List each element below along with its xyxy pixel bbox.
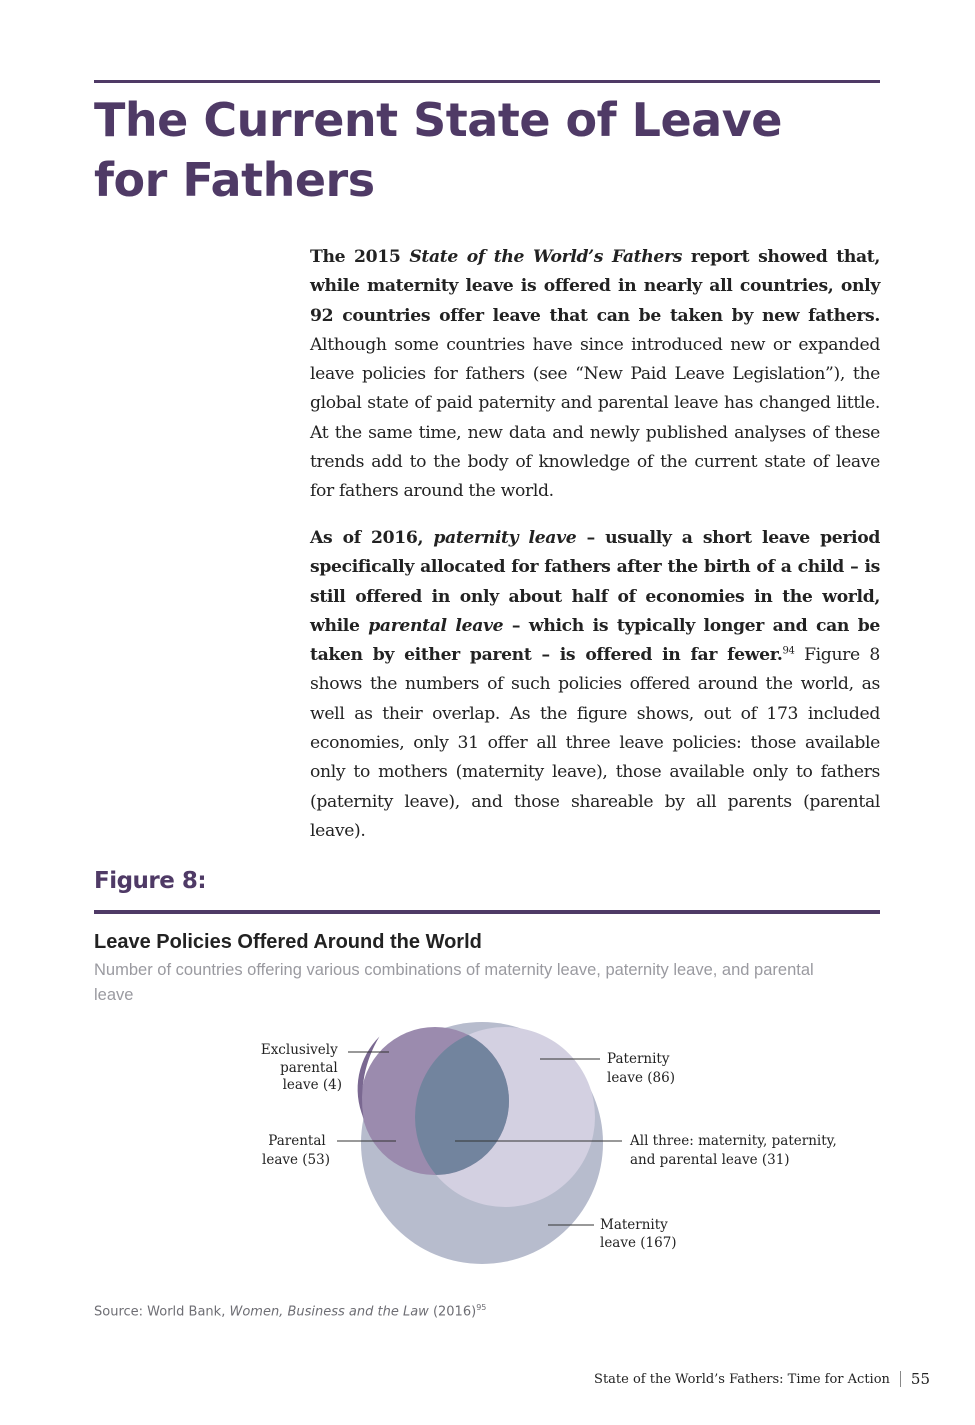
label-exclusively-parental: Exclusively parental leave (4) (260, 1042, 342, 1093)
page-footer (594, 1370, 930, 1388)
figure-rule (94, 910, 880, 914)
publication-title: State of the World’s Fathers: Time for Action (594, 1371, 890, 1387)
page-number: 55 (910, 1370, 930, 1388)
footer-divider (900, 1371, 901, 1387)
report-title: State of the World’s Fathers (409, 247, 683, 267)
label-maternity: Maternity leave (167) (600, 1217, 677, 1251)
figure-title: Leave Policies Offered Around the World (94, 931, 482, 953)
leave-paragraph: As of 2016, paternity leave – usually a short leave period specifically allocated for fathers after the birth of a child – is still offered in only about half of economies in the world, while parental leave – which is typically longer and can be taken by either parent – is offered in far fewer.$^{94}$ Figure 8 shows the numbers of such policies offered around the world, as well as their overlap. As the figure shows, out of 173 included economies, only 31 offer all three leave policies: those available only to mothers (maternity leave), those available only to fathers (paternity leave), and those shareable by all parents (parental leave). (310, 528, 881, 841)
label-paternity: Paternity leave (86) (607, 1051, 675, 1086)
footnote-ref: 94 (782, 645, 795, 657)
figure-subtitle: Number of countries offering various combinations of maternity leave, paternity leave, and parental leave (94, 961, 814, 1004)
label-all-three: All three: maternity, paternity, and parental leave (31) (630, 1133, 837, 1168)
venn-diagram (0, 1000, 975, 1280)
label-parental: Parental leave (53) (262, 1133, 330, 1168)
figure-label: Figure 8: (94, 868, 207, 894)
page-title: The Current State of Leave for Fathers (94, 93, 782, 207)
intro-paragraph: The 2015 State of the World’s Fathers report showed that, while maternity leave is offered in nearly all countries, only 92 countries offer leave that can be taken by new fathers. Although some countries have since introduced new or expanded leave policies for fathers (see “New Paid Leave Legislation”), the global state of paid paternity and parental leave has changed little. At the same time, new data and newly published analyses of these trends add to the body of knowledge of the current state of leave for fathers around the world. (310, 247, 880, 502)
title-rule (94, 80, 880, 83)
figure-source: Source: World Bank, Women, Business and the Law $(2016)^{95}$ (94, 1303, 487, 1320)
